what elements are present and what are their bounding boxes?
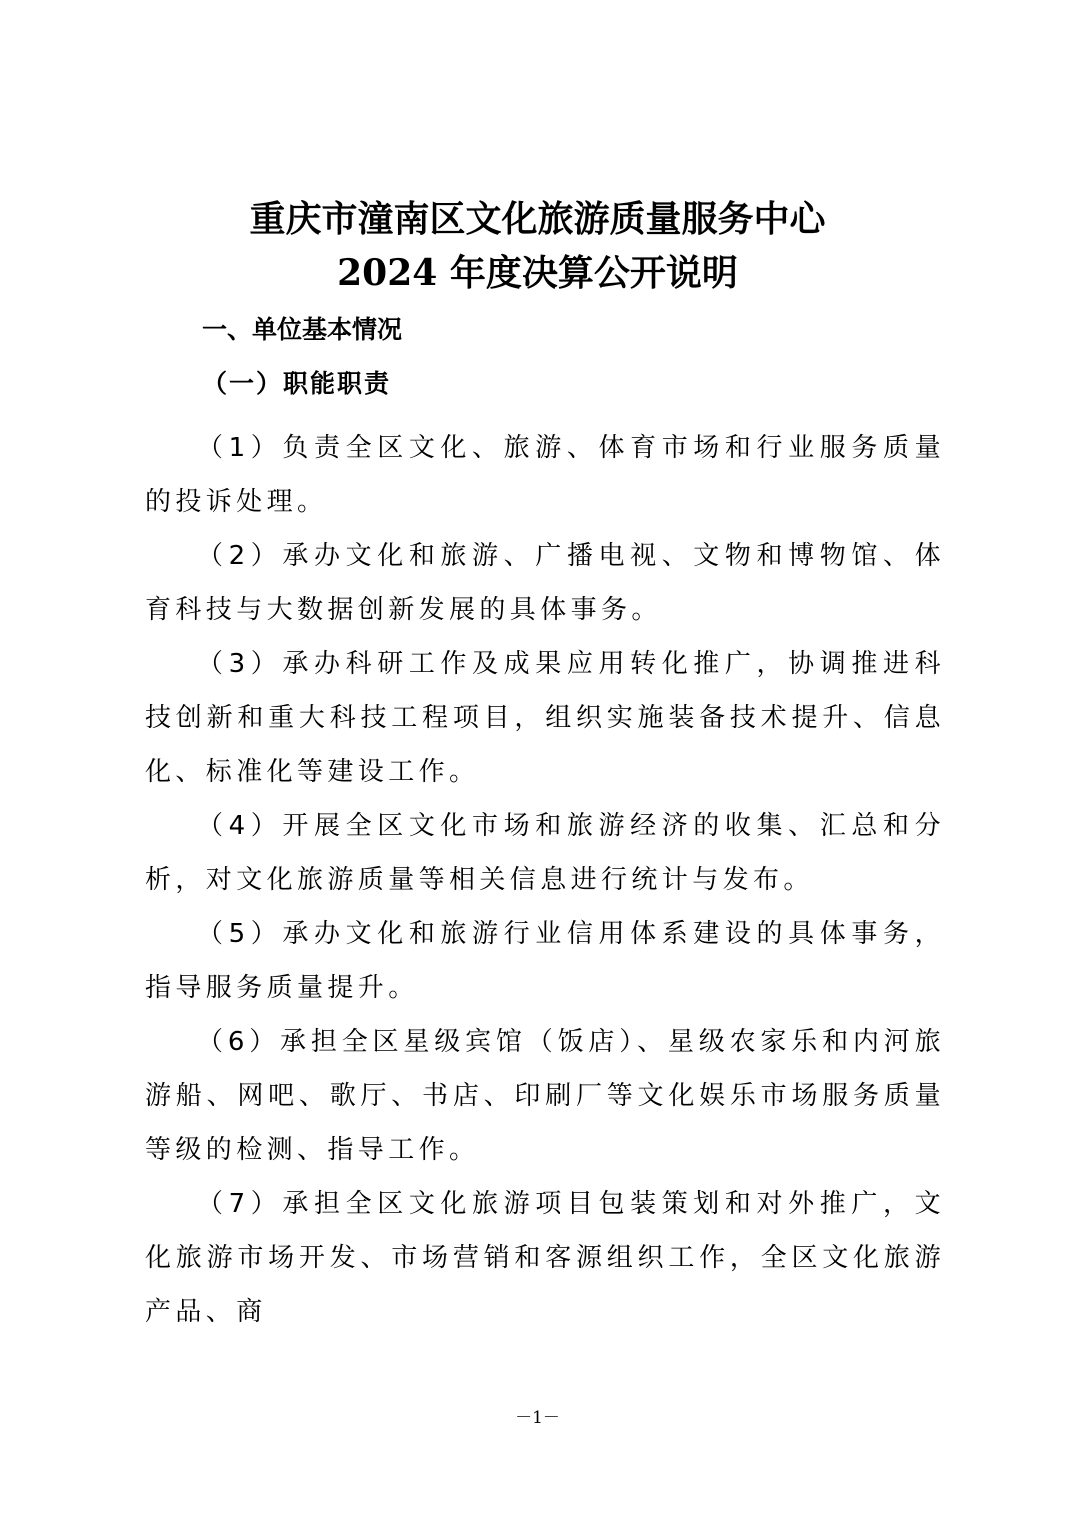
- subsection-heading: （一）职能职责: [202, 369, 392, 398]
- page-number: －1－: [515, 1408, 560, 1428]
- duty-paragraph-6: （6）承担全区星级宾馆（饭店）、星级农家乐和内河旅游船、网吧、歌厅、书店、印刷厂等文化娱乐市场服务质量等级的检测、指导工作。: [145, 1027, 945, 1165]
- duty-paragraph-5: （5）承办文化和旅游行业信用体系建设的具体事务，指导服务质量提升。: [145, 919, 945, 1003]
- duty-paragraph-1: （1）负责全区文化、旅游、体育市场和行业服务质量的投诉处理。: [145, 433, 945, 517]
- document-title-line-1: 重庆市潼南区文化旅游质量服务中心: [249, 198, 826, 240]
- duty-paragraph-3: （3）承办科研工作及成果应用转化推广，协调推进科技创新和重大科技工程项目，组织实施装备技术提升、信息化、标准化等建设工作。: [145, 649, 945, 787]
- section-heading: 一、单位基本情况: [202, 315, 403, 344]
- duty-paragraph-4: （4）开展全区文化市场和旅游经济的收集、汇总和分析，对文化旅游质量等相关信息进行统计与发布。: [145, 811, 945, 895]
- document-body: [145, 421, 945, 1339]
- document-title-line-2: 2024 年度决算公开说明: [337, 252, 738, 294]
- duty-paragraph-7: （7）承担全区文化旅游项目包装策划和对外推广，文化旅游市场开发、市场营销和客源组织工作，全区文化旅游产品、商: [145, 1189, 945, 1327]
- duty-paragraph-2: （2）承办文化和旅游、广播电视、文物和博物馆、体育科技与大数据创新发展的具体事务。: [145, 541, 945, 625]
